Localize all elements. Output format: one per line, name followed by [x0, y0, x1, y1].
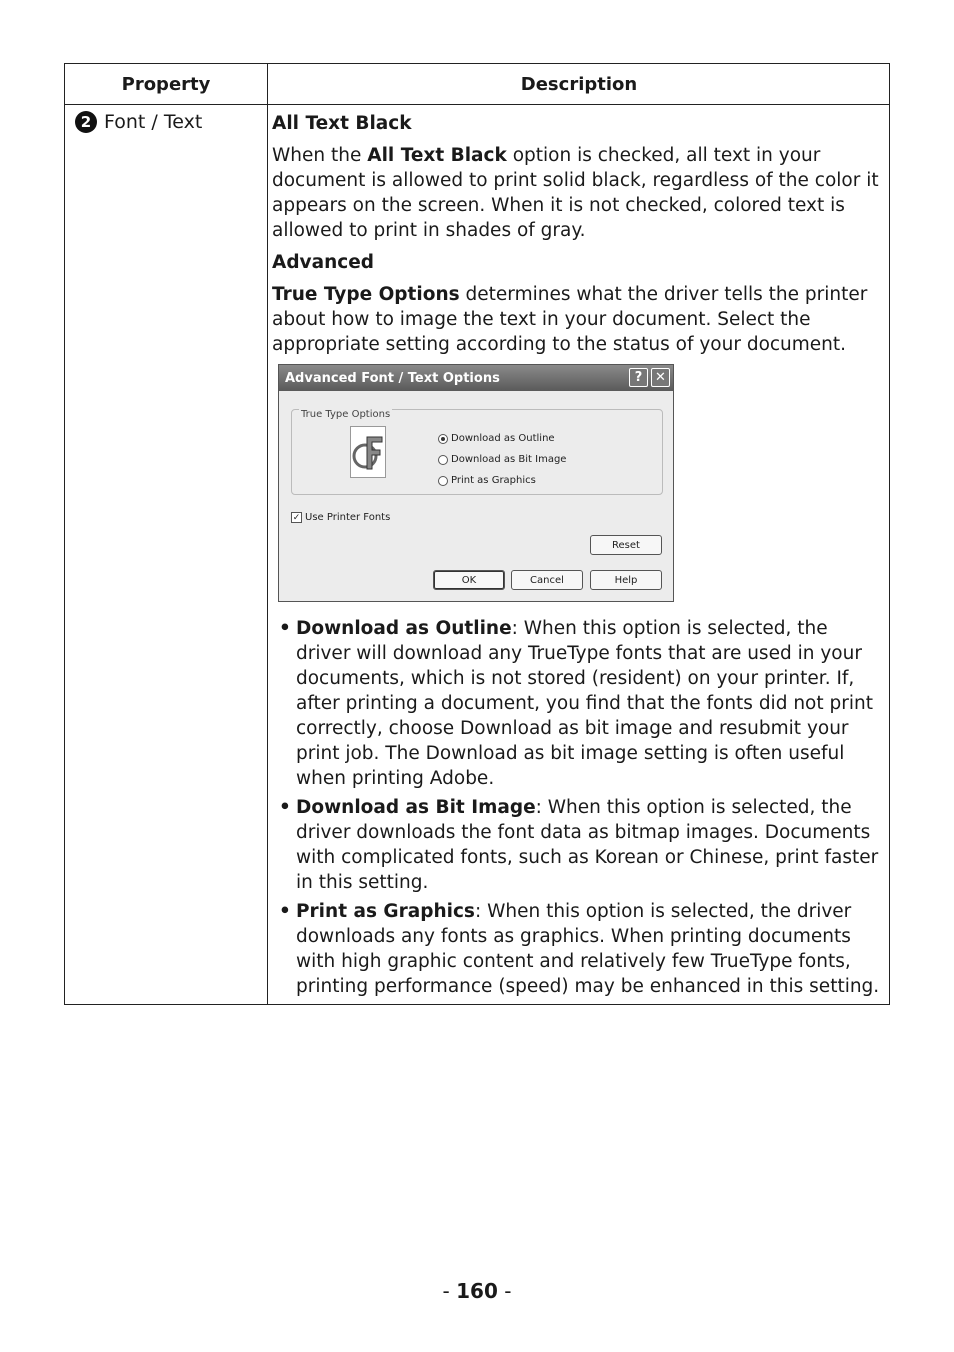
- number-badge-icon: 2: [75, 111, 97, 133]
- close-icon[interactable]: ✕: [651, 368, 670, 387]
- property-cell: [75, 111, 202, 133]
- header-property: Property: [121, 73, 211, 95]
- use-printer-fonts-checkbox[interactable]: ✓ Use Printer Fonts: [292, 512, 391, 523]
- radio-unselected-icon: [438, 455, 448, 465]
- list-item: • Download as Bit Image: When this option is selected, the driver downloads the font data as bitmap images. Documents with complicated fonts, such as Korean or Chinese, print faster in this setting.: [272, 795, 881, 895]
- list-item: • Download as Outline: When this option is selected, the driver will download any TrueType fonts that are used in your documents, which is not stored (resident) on your printer. If, after printing a document, you find that the fonts did not print correctly, choose Download as bit image and resubmit your print job. The Download as bit image setting is often useful when printing Adobe.: [272, 616, 881, 791]
- true-type-options-group: [291, 409, 663, 495]
- header-divider: [65, 104, 889, 105]
- dialog-titlebar: [279, 365, 673, 391]
- property-table: [64, 63, 890, 1005]
- help-icon[interactable]: ?: [629, 368, 648, 387]
- radio-download-as-bit-image[interactable]: Download as Bit Image: [438, 447, 566, 472]
- radio-download-as-outline[interactable]: Download as Outline: [438, 426, 555, 451]
- radio-selected-icon: [438, 434, 448, 444]
- ok-button[interactable]: OK: [433, 570, 505, 590]
- all-text-black-paragraph: When the All Text Black option is checked, all text in your document is allowed to print solid black, regardless of the color it appears on the screen. When it is not checked, colored text is allowed to print in shades of gray.: [272, 145, 879, 241]
- checkmark-icon: ✓: [292, 513, 301, 523]
- property-name: Font / Text: [104, 111, 203, 133]
- advanced-font-text-dialog: [278, 364, 674, 602]
- dialog-title: Advanced Font / Text Options: [285, 370, 500, 386]
- option-bullet-list: [272, 616, 881, 999]
- group-label: True Type Options: [299, 402, 392, 427]
- header-description: Description: [520, 73, 638, 95]
- truetype-font-icon: [350, 426, 386, 478]
- description-cell: [272, 111, 881, 1003]
- cancel-button[interactable]: Cancel: [511, 570, 583, 590]
- help-button[interactable]: Help: [590, 570, 662, 590]
- reset-button[interactable]: Reset: [590, 535, 662, 555]
- radio-print-as-graphics[interactable]: Print as Graphics: [438, 468, 536, 493]
- list-item: • Print as Graphics: When this option is selected, the driver downloads any fonts as graphics. When printing documents with high graphic content and relatively few TrueType fonts, printing performance (speed) may be enhanced in this setting.: [272, 899, 881, 999]
- column-divider: [267, 64, 268, 1004]
- radio-unselected-icon: [438, 476, 448, 486]
- section-heading-all-text-black: All Text Black: [272, 113, 412, 134]
- section-heading-advanced: Advanced: [272, 252, 375, 273]
- page-number: - 160 -: [442, 1279, 512, 1303]
- advanced-paragraph: True Type Options determines what the driver tells the printer about how to image the text in your document. Select the appropriate setting according to the status of your document.: [272, 284, 868, 355]
